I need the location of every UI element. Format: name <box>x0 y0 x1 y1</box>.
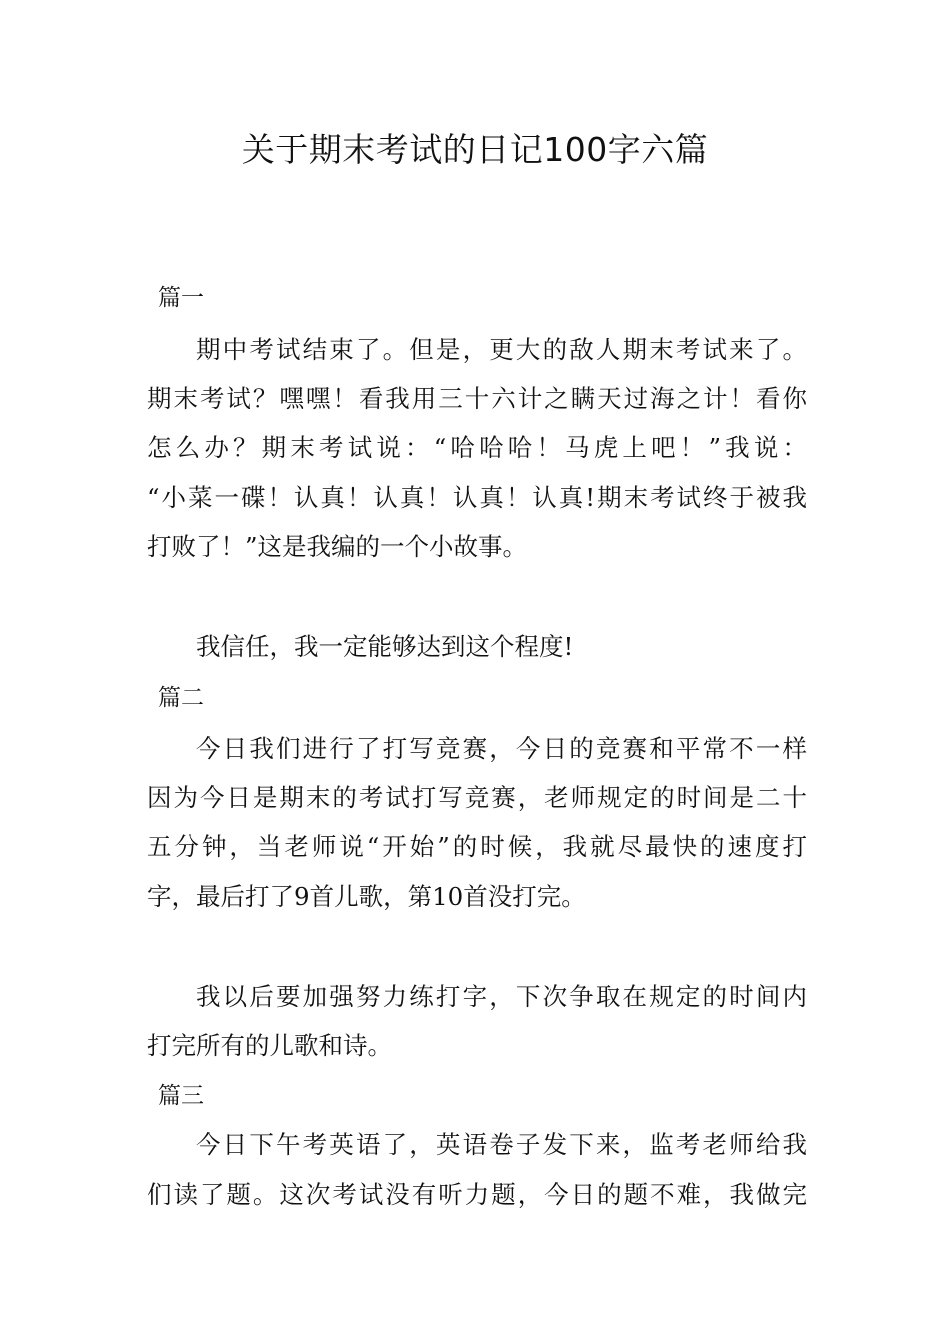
section-heading-1: 篇一 <box>158 285 204 311</box>
paragraph-line: 今日我们进行了打写竞赛，今日的竞赛和平常不一样 <box>196 734 807 763</box>
paragraph-line: 打完所有的儿歌和诗。 <box>147 1031 392 1060</box>
paragraph-line: 五分钟，当老师说“开始”的时候，我就尽最快的速度打 <box>147 832 807 861</box>
document-title: 关于期末考试的日记100字六篇 <box>241 130 709 169</box>
paragraph-line: 我信任，我一定能够达到这个程度! <box>196 632 574 661</box>
paragraph-line: 字，最后打了9首儿歌，第10首没打完。 <box>147 882 586 911</box>
paragraph-line: 因为今日是期末的考试打写竞赛，老师规定的时间是二十 <box>147 783 807 812</box>
paragraph-line: 怎么办？期末考试说：“哈哈哈！马虎上吧！”我说： <box>147 433 807 462</box>
section-heading-2: 篇二 <box>158 685 204 711</box>
paragraph-line: 期末考试？嘿嘿！看我用三十六计之瞒天过海之计！看你 <box>147 384 807 413</box>
paragraph-line: 今日下午考英语了，英语卷子发下来，监考老师给我 <box>196 1130 807 1159</box>
paragraph-line: “小菜一碟！认真！认真！认真！认真!期末考试终于被我 <box>147 483 807 512</box>
paragraph-line: 打败了！”这是我编的一个小故事。 <box>147 532 528 561</box>
paragraph-line: 我以后要加强努力练打字，下次争取在规定的时间内 <box>196 982 807 1011</box>
section-heading-3: 篇三 <box>158 1083 204 1109</box>
paragraph-line: 们读了题。这次考试没有听力题，今日的题不难，我做完 <box>147 1180 807 1209</box>
paragraph-line: 期中考试结束了。但是，更大的敌人期末考试来了。 <box>196 335 807 364</box>
